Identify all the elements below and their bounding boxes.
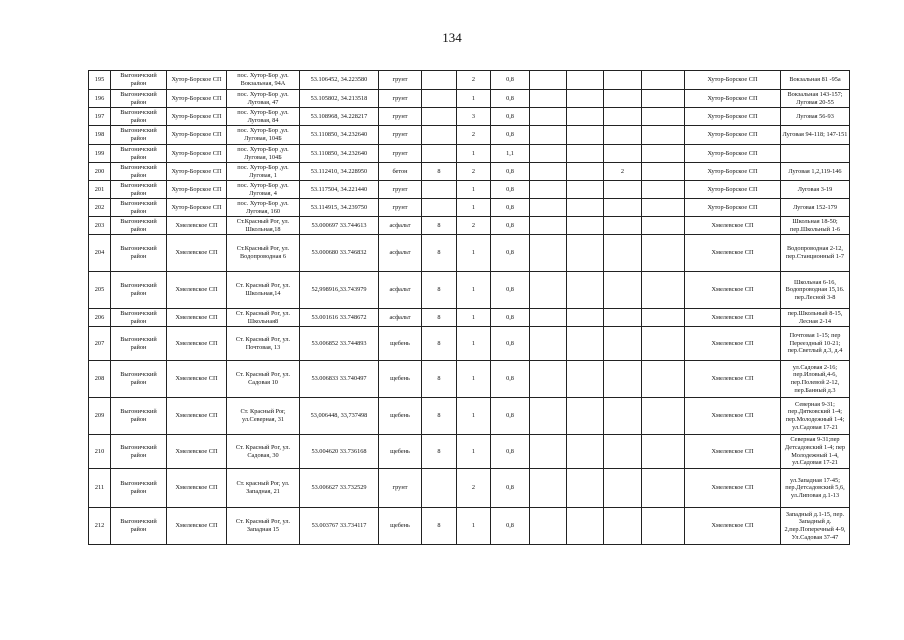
cell-settlement: Хмелевское СП <box>167 217 227 235</box>
cell-col13 <box>642 217 685 235</box>
cell-settlement: Хутор-Борское СП <box>167 71 227 90</box>
cell-owner: Хутор-Борское СП <box>685 71 781 90</box>
cell-district: Выгоничский район <box>111 126 167 145</box>
cell-district: Выгоничский район <box>111 327 167 361</box>
cell-col8: 1 <box>457 272 491 309</box>
cell-number: 196 <box>89 90 111 108</box>
cell-col10 <box>530 508 567 545</box>
cell-col9: 0,8 <box>491 199 530 217</box>
cell-col8: 1 <box>457 235 491 272</box>
cell-coordinates: 53.001616 33.748672 <box>300 309 379 327</box>
cell-col13 <box>642 398 685 435</box>
table-row <box>89 181 850 199</box>
cell-number: 205 <box>89 272 111 309</box>
cell-col9: 0,8 <box>491 126 530 145</box>
cell-col13 <box>642 361 685 398</box>
cell-settlement: Хутор-Борское СП <box>167 163 227 181</box>
cell-col9: 0,8 <box>491 469 530 508</box>
cell-served-addresses <box>781 145 850 163</box>
cell-coordinates: 53.004620 33.736168 <box>300 435 379 469</box>
cell-owner: Хутор-Борское СП <box>685 90 781 108</box>
cell-district: Выгоничский район <box>111 145 167 163</box>
cell-district: Выгоничский район <box>111 508 167 545</box>
cell-district: Выгоничский район <box>111 272 167 309</box>
cell-col12: 2 <box>604 163 642 181</box>
cell-owner: Хмелевское СП <box>685 469 781 508</box>
cell-coordinates: 53.000680 33.746832 <box>300 235 379 272</box>
cell-col12 <box>604 361 642 398</box>
cell-col11 <box>567 361 604 398</box>
cell-number: 201 <box>89 181 111 199</box>
cell-district: Выгоничский район <box>111 469 167 508</box>
cell-col12 <box>604 199 642 217</box>
cell-col12 <box>604 309 642 327</box>
cell-owner: Хутор-Борское СП <box>685 108 781 126</box>
cell-served-addresses: пер.Школьный 8-15, Лесная 2-14 <box>781 309 850 327</box>
cell-col8: 1 <box>457 145 491 163</box>
cell-owner: Хмелевское СП <box>685 398 781 435</box>
cell-col12 <box>604 217 642 235</box>
cell-col11 <box>567 145 604 163</box>
cell-col7: 8 <box>422 217 457 235</box>
cell-coordinates: 52,998916,33.743979 <box>300 272 379 309</box>
cell-col10 <box>530 181 567 199</box>
cell-coordinates: 53,006448, 33,737498 <box>300 398 379 435</box>
cell-served-addresses: Луговая 3-19 <box>781 181 850 199</box>
cell-coordinates: 53.106452, 34.223580 <box>300 71 379 90</box>
cell-owner: Хмелевское СП <box>685 235 781 272</box>
cell-col10 <box>530 235 567 272</box>
cell-district: Выгоничский район <box>111 108 167 126</box>
cell-address: пос. Хутор-Бор ,ул. Вокзальная, 94А <box>227 71 300 90</box>
cell-district: Выгоничский район <box>111 361 167 398</box>
cell-col8: 1 <box>457 327 491 361</box>
cell-surface: грунт <box>379 108 422 126</box>
cell-col8: 2 <box>457 217 491 235</box>
cell-col8: 1 <box>457 181 491 199</box>
cell-col12 <box>604 71 642 90</box>
cell-surface: асфальт <box>379 309 422 327</box>
cell-col12 <box>604 398 642 435</box>
table-row <box>89 235 850 272</box>
cell-surface: грунт <box>379 469 422 508</box>
table-row <box>89 90 850 108</box>
cell-served-addresses: Вокзальная 81 -95а <box>781 71 850 90</box>
cell-col7: 8 <box>422 309 457 327</box>
cell-surface: асфальт <box>379 217 422 235</box>
cell-settlement: Хмелевское СП <box>167 435 227 469</box>
cell-col10 <box>530 309 567 327</box>
cell-address: пос. Хутор-Бор ,ул. Луговая, 47 <box>227 90 300 108</box>
cell-col9: 0,8 <box>491 181 530 199</box>
cell-col8: 2 <box>457 126 491 145</box>
cell-settlement: Хмелевское СП <box>167 309 227 327</box>
cell-settlement: Хмелевское СП <box>167 235 227 272</box>
cell-col11 <box>567 327 604 361</box>
cell-surface: грунт <box>379 145 422 163</box>
cell-number: 198 <box>89 126 111 145</box>
cell-district: Выгоничский район <box>111 163 167 181</box>
cell-col10 <box>530 199 567 217</box>
cell-col10 <box>530 90 567 108</box>
cell-col7: 8 <box>422 508 457 545</box>
cell-col8: 1 <box>457 199 491 217</box>
cell-owner: Хмелевское СП <box>685 327 781 361</box>
cell-col11 <box>567 199 604 217</box>
cell-col12 <box>604 508 642 545</box>
cell-district: Выгоничский район <box>111 71 167 90</box>
cell-district: Выгоничский район <box>111 90 167 108</box>
cell-col7: 8 <box>422 435 457 469</box>
cell-district: Выгоничский район <box>111 217 167 235</box>
cell-col7 <box>422 108 457 126</box>
cell-col8: 2 <box>457 71 491 90</box>
cell-served-addresses: Северная 9-31;пер Детсадовский 1-4; пер Молодежный 1-4, ул.Садовая 17-21 <box>781 435 850 469</box>
cell-col9: 0,8 <box>491 163 530 181</box>
cell-coordinates: 53.110850, 34.232640 <box>300 126 379 145</box>
cell-col9: 0,8 <box>491 90 530 108</box>
cell-surface: щебень <box>379 508 422 545</box>
cell-col10 <box>530 71 567 90</box>
cell-col13 <box>642 126 685 145</box>
cell-number: 200 <box>89 163 111 181</box>
cell-coordinates: 53.003767 33.734117 <box>300 508 379 545</box>
cell-col12 <box>604 435 642 469</box>
cell-col8: 1 <box>457 435 491 469</box>
cell-settlement: Хмелевское СП <box>167 361 227 398</box>
cell-col10 <box>530 145 567 163</box>
cell-coordinates: 53.108968, 34.228217 <box>300 108 379 126</box>
cell-col13 <box>642 272 685 309</box>
cell-col11 <box>567 163 604 181</box>
cell-address: пос. Хутор-Бор ,ул. Луговая, 160 <box>227 199 300 217</box>
cell-col10 <box>530 163 567 181</box>
cell-col7: 8 <box>422 235 457 272</box>
page-number: 134 <box>442 30 462 45</box>
cell-settlement: Хутор-Борское СП <box>167 181 227 199</box>
cell-col7 <box>422 145 457 163</box>
cell-owner: Хмелевское СП <box>685 435 781 469</box>
table-body <box>89 71 850 545</box>
cell-col13 <box>642 71 685 90</box>
cell-served-addresses: Почтовая 1-15; пер Переездный 10-21; пер.Светлый д.3, д.4 <box>781 327 850 361</box>
cell-col10 <box>530 327 567 361</box>
cell-surface: щебень <box>379 361 422 398</box>
cell-address: Ст. красный Рог, ул. Западная, 21 <box>227 469 300 508</box>
cell-served-addresses: Луговая 1,2,119-146 <box>781 163 850 181</box>
table-row <box>89 71 850 90</box>
table-row <box>89 435 850 469</box>
cell-served-addresses: Водопроводная 2-12, пер.Станционный 1-7 <box>781 235 850 272</box>
cell-col11 <box>567 235 604 272</box>
cell-settlement: Хутор-Борское СП <box>167 126 227 145</box>
cell-coordinates: 53.110850, 34.232640 <box>300 145 379 163</box>
cell-col11 <box>567 108 604 126</box>
cell-col13 <box>642 145 685 163</box>
cell-address: Ст.Красный Рог, ул. Водопроводная 6 <box>227 235 300 272</box>
cell-address: пос. Хутор-Бор ,ул. Луговая, 104Б <box>227 126 300 145</box>
cell-number: 202 <box>89 199 111 217</box>
cell-served-addresses: Школьная 18-50; пер.Школьный 1-6 <box>781 217 850 235</box>
cell-coordinates: 53.000697 33.744613 <box>300 217 379 235</box>
cell-address: Ст. Красный Рог, ул. Почтовая, 13 <box>227 327 300 361</box>
cell-col10 <box>530 217 567 235</box>
cell-surface: щебень <box>379 398 422 435</box>
table-row <box>89 508 850 545</box>
cell-col13 <box>642 327 685 361</box>
cell-col11 <box>567 508 604 545</box>
cell-col11 <box>567 398 604 435</box>
cell-col13 <box>642 90 685 108</box>
cell-owner: Хмелевское СП <box>685 217 781 235</box>
cell-district: Выгоничский район <box>111 435 167 469</box>
cell-owner: Хутор-Борское СП <box>685 199 781 217</box>
cell-col7 <box>422 199 457 217</box>
cell-col12 <box>604 145 642 163</box>
cell-col7 <box>422 90 457 108</box>
cell-col7 <box>422 126 457 145</box>
register-table <box>88 70 850 545</box>
cell-col9: 0,8 <box>491 435 530 469</box>
cell-col7: 8 <box>422 361 457 398</box>
cell-served-addresses: Луговая 94-118; 147-151 <box>781 126 850 145</box>
cell-col12 <box>604 90 642 108</box>
cell-col12 <box>604 272 642 309</box>
cell-surface: бетон <box>379 163 422 181</box>
cell-col10 <box>530 398 567 435</box>
cell-surface: грунт <box>379 71 422 90</box>
table-row <box>89 199 850 217</box>
cell-col12 <box>604 327 642 361</box>
cell-col7: 8 <box>422 327 457 361</box>
table-row <box>89 327 850 361</box>
cell-owner: Хмелевское СП <box>685 361 781 398</box>
cell-surface: щебень <box>379 435 422 469</box>
cell-col10 <box>530 469 567 508</box>
cell-col9: 1,1 <box>491 145 530 163</box>
cell-address: пос. Хутор-Бор ,ул. Луговая, 104Б <box>227 145 300 163</box>
cell-col9: 0,8 <box>491 71 530 90</box>
cell-col7: 8 <box>422 398 457 435</box>
cell-coordinates: 53.114915, 34.239750 <box>300 199 379 217</box>
cell-col13 <box>642 508 685 545</box>
cell-col7 <box>422 71 457 90</box>
table-row <box>89 398 850 435</box>
table-row <box>89 361 850 398</box>
cell-served-addresses: Вокзальная 143-157; Луговая 20-55 <box>781 90 850 108</box>
cell-settlement: Хмелевское СП <box>167 469 227 508</box>
cell-col13 <box>642 469 685 508</box>
cell-address: Ст. Красный Рог, ул. Западная 15 <box>227 508 300 545</box>
cell-served-addresses: Северная 9-31; пер.Дятковский 1-4; пер.Молодежный 1-4; ул.Садовая 17-21 <box>781 398 850 435</box>
cell-coordinates: 53.006833 33.740497 <box>300 361 379 398</box>
cell-col11 <box>567 71 604 90</box>
cell-settlement: Хутор-Борское СП <box>167 145 227 163</box>
cell-col8: 1 <box>457 398 491 435</box>
cell-col7 <box>422 181 457 199</box>
cell-col13 <box>642 108 685 126</box>
cell-col10 <box>530 272 567 309</box>
cell-address: Ст. Красный Рог, ул.Северная, 31 <box>227 398 300 435</box>
cell-owner: Хмелевское СП <box>685 272 781 309</box>
cell-col13 <box>642 235 685 272</box>
cell-col8: 1 <box>457 508 491 545</box>
cell-number: 204 <box>89 235 111 272</box>
cell-col8: 2 <box>457 163 491 181</box>
cell-served-addresses: ул.Садовая 2-16; пер.Иловый,4-6, пер.Полевой 2-12, пер.Банный д.3 <box>781 361 850 398</box>
cell-col10 <box>530 108 567 126</box>
cell-col11 <box>567 181 604 199</box>
cell-col10 <box>530 435 567 469</box>
cell-col13 <box>642 181 685 199</box>
cell-surface: щебень <box>379 327 422 361</box>
cell-col8: 1 <box>457 309 491 327</box>
cell-surface: грунт <box>379 126 422 145</box>
cell-number: 210 <box>89 435 111 469</box>
cell-district: Выгоничский район <box>111 199 167 217</box>
cell-col7 <box>422 469 457 508</box>
cell-col11 <box>567 126 604 145</box>
cell-coordinates: 53.105802, 34.213518 <box>300 90 379 108</box>
cell-settlement: Хутор-Борское СП <box>167 90 227 108</box>
table-row <box>89 145 850 163</box>
cell-owner: Хутор-Борское СП <box>685 181 781 199</box>
cell-col9: 0,8 <box>491 309 530 327</box>
cell-col8: 1 <box>457 90 491 108</box>
cell-address: пос. Хутор-Бор ,ул. Луговая, 1 <box>227 163 300 181</box>
cell-surface: асфальт <box>379 272 422 309</box>
cell-col8: 2 <box>457 469 491 508</box>
cell-col9: 0,8 <box>491 272 530 309</box>
cell-col12 <box>604 126 642 145</box>
cell-served-addresses: Западный д.1-15, пер. Западный д. 2,пер.Поперечный 4-9, Ул.Садовая 37-47 <box>781 508 850 545</box>
cell-served-addresses: Луговая 56-93 <box>781 108 850 126</box>
cell-coordinates: 53.006852 33.744893 <box>300 327 379 361</box>
cell-col10 <box>530 126 567 145</box>
cell-col12 <box>604 235 642 272</box>
cell-col9: 0,8 <box>491 235 530 272</box>
cell-number: 206 <box>89 309 111 327</box>
cell-settlement: Хутор-Борское СП <box>167 108 227 126</box>
table-row <box>89 126 850 145</box>
cell-col9: 0,8 <box>491 508 530 545</box>
cell-district: Выгоничский район <box>111 235 167 272</box>
cell-col11 <box>567 469 604 508</box>
cell-served-addresses: ул.Западная 17-45; пер.Детсадовский 5,6, ул.Липовая д.1-13 <box>781 469 850 508</box>
table-row <box>89 272 850 309</box>
cell-coordinates: 53.006627 33.732529 <box>300 469 379 508</box>
cell-col11 <box>567 90 604 108</box>
cell-col9: 0,8 <box>491 217 530 235</box>
cell-col7: 8 <box>422 272 457 309</box>
table-row <box>89 217 850 235</box>
cell-col13 <box>642 199 685 217</box>
cell-served-addresses: Луговая 152-179 <box>781 199 850 217</box>
cell-owner: Хутор-Борское СП <box>685 163 781 181</box>
cell-col9: 0,8 <box>491 398 530 435</box>
cell-col11 <box>567 217 604 235</box>
cell-col9: 0,8 <box>491 361 530 398</box>
cell-surface: асфальт <box>379 235 422 272</box>
cell-owner: Хутор-Борское СП <box>685 126 781 145</box>
cell-address: Ст. Красный Рог, ул. Садовая, 30 <box>227 435 300 469</box>
cell-col13 <box>642 435 685 469</box>
cell-number: 207 <box>89 327 111 361</box>
cell-settlement: Хутор-Борское СП <box>167 199 227 217</box>
cell-col11 <box>567 272 604 309</box>
cell-col13 <box>642 163 685 181</box>
cell-col8: 3 <box>457 108 491 126</box>
cell-col11 <box>567 309 604 327</box>
cell-district: Выгоничский район <box>111 309 167 327</box>
cell-owner: Хутор-Борское СП <box>685 145 781 163</box>
cell-number: 212 <box>89 508 111 545</box>
cell-coordinates: 53.117504, 34.221440 <box>300 181 379 199</box>
cell-address: пос. Хутор-Бор ,ул. Луговая, 84 <box>227 108 300 126</box>
cell-settlement: Хмелевское СП <box>167 272 227 309</box>
cell-col12 <box>604 469 642 508</box>
cell-col13 <box>642 309 685 327</box>
cell-surface: грунт <box>379 199 422 217</box>
cell-number: 197 <box>89 108 111 126</box>
cell-number: 211 <box>89 469 111 508</box>
cell-owner: Хмелевское СП <box>685 508 781 545</box>
cell-address: Ст.Красный Рог, ул. Школьная,18 <box>227 217 300 235</box>
cell-surface: грунт <box>379 90 422 108</box>
cell-address: пос. Хутор-Бор ,ул. Луговая, 4 <box>227 181 300 199</box>
cell-number: 195 <box>89 71 111 90</box>
table-row <box>89 469 850 508</box>
cell-served-addresses: Школьная 6-16, Водопроводная 15,16. пер.Лесной 3-8 <box>781 272 850 309</box>
cell-address: Ст. Красный Рог, ул. Школьная,14 <box>227 272 300 309</box>
cell-settlement: Хмелевское СП <box>167 398 227 435</box>
cell-settlement: Хмелевское СП <box>167 327 227 361</box>
cell-col8: 1 <box>457 361 491 398</box>
cell-col12 <box>604 181 642 199</box>
cell-surface: грунт <box>379 181 422 199</box>
cell-number: 199 <box>89 145 111 163</box>
cell-col11 <box>567 435 604 469</box>
cell-col9: 0,8 <box>491 108 530 126</box>
cell-owner: Хмелевское СП <box>685 309 781 327</box>
cell-number: 209 <box>89 398 111 435</box>
cell-coordinates: 53.112410, 34.228950 <box>300 163 379 181</box>
table-row <box>89 309 850 327</box>
cell-district: Выгоничский район <box>111 181 167 199</box>
cell-col10 <box>530 361 567 398</box>
cell-address: Ст. Красный Рог, ул. Школьная8 <box>227 309 300 327</box>
cell-number: 208 <box>89 361 111 398</box>
cell-district: Выгоничский район <box>111 398 167 435</box>
cell-col7: 8 <box>422 163 457 181</box>
table-row <box>89 163 850 181</box>
cell-address: Ст. Красный Рог, ул. Садовая 10 <box>227 361 300 398</box>
cell-settlement: Хмелевское СП <box>167 508 227 545</box>
cell-col12 <box>604 108 642 126</box>
cell-number: 203 <box>89 217 111 235</box>
cell-col9: 0,8 <box>491 327 530 361</box>
table-row <box>89 108 850 126</box>
